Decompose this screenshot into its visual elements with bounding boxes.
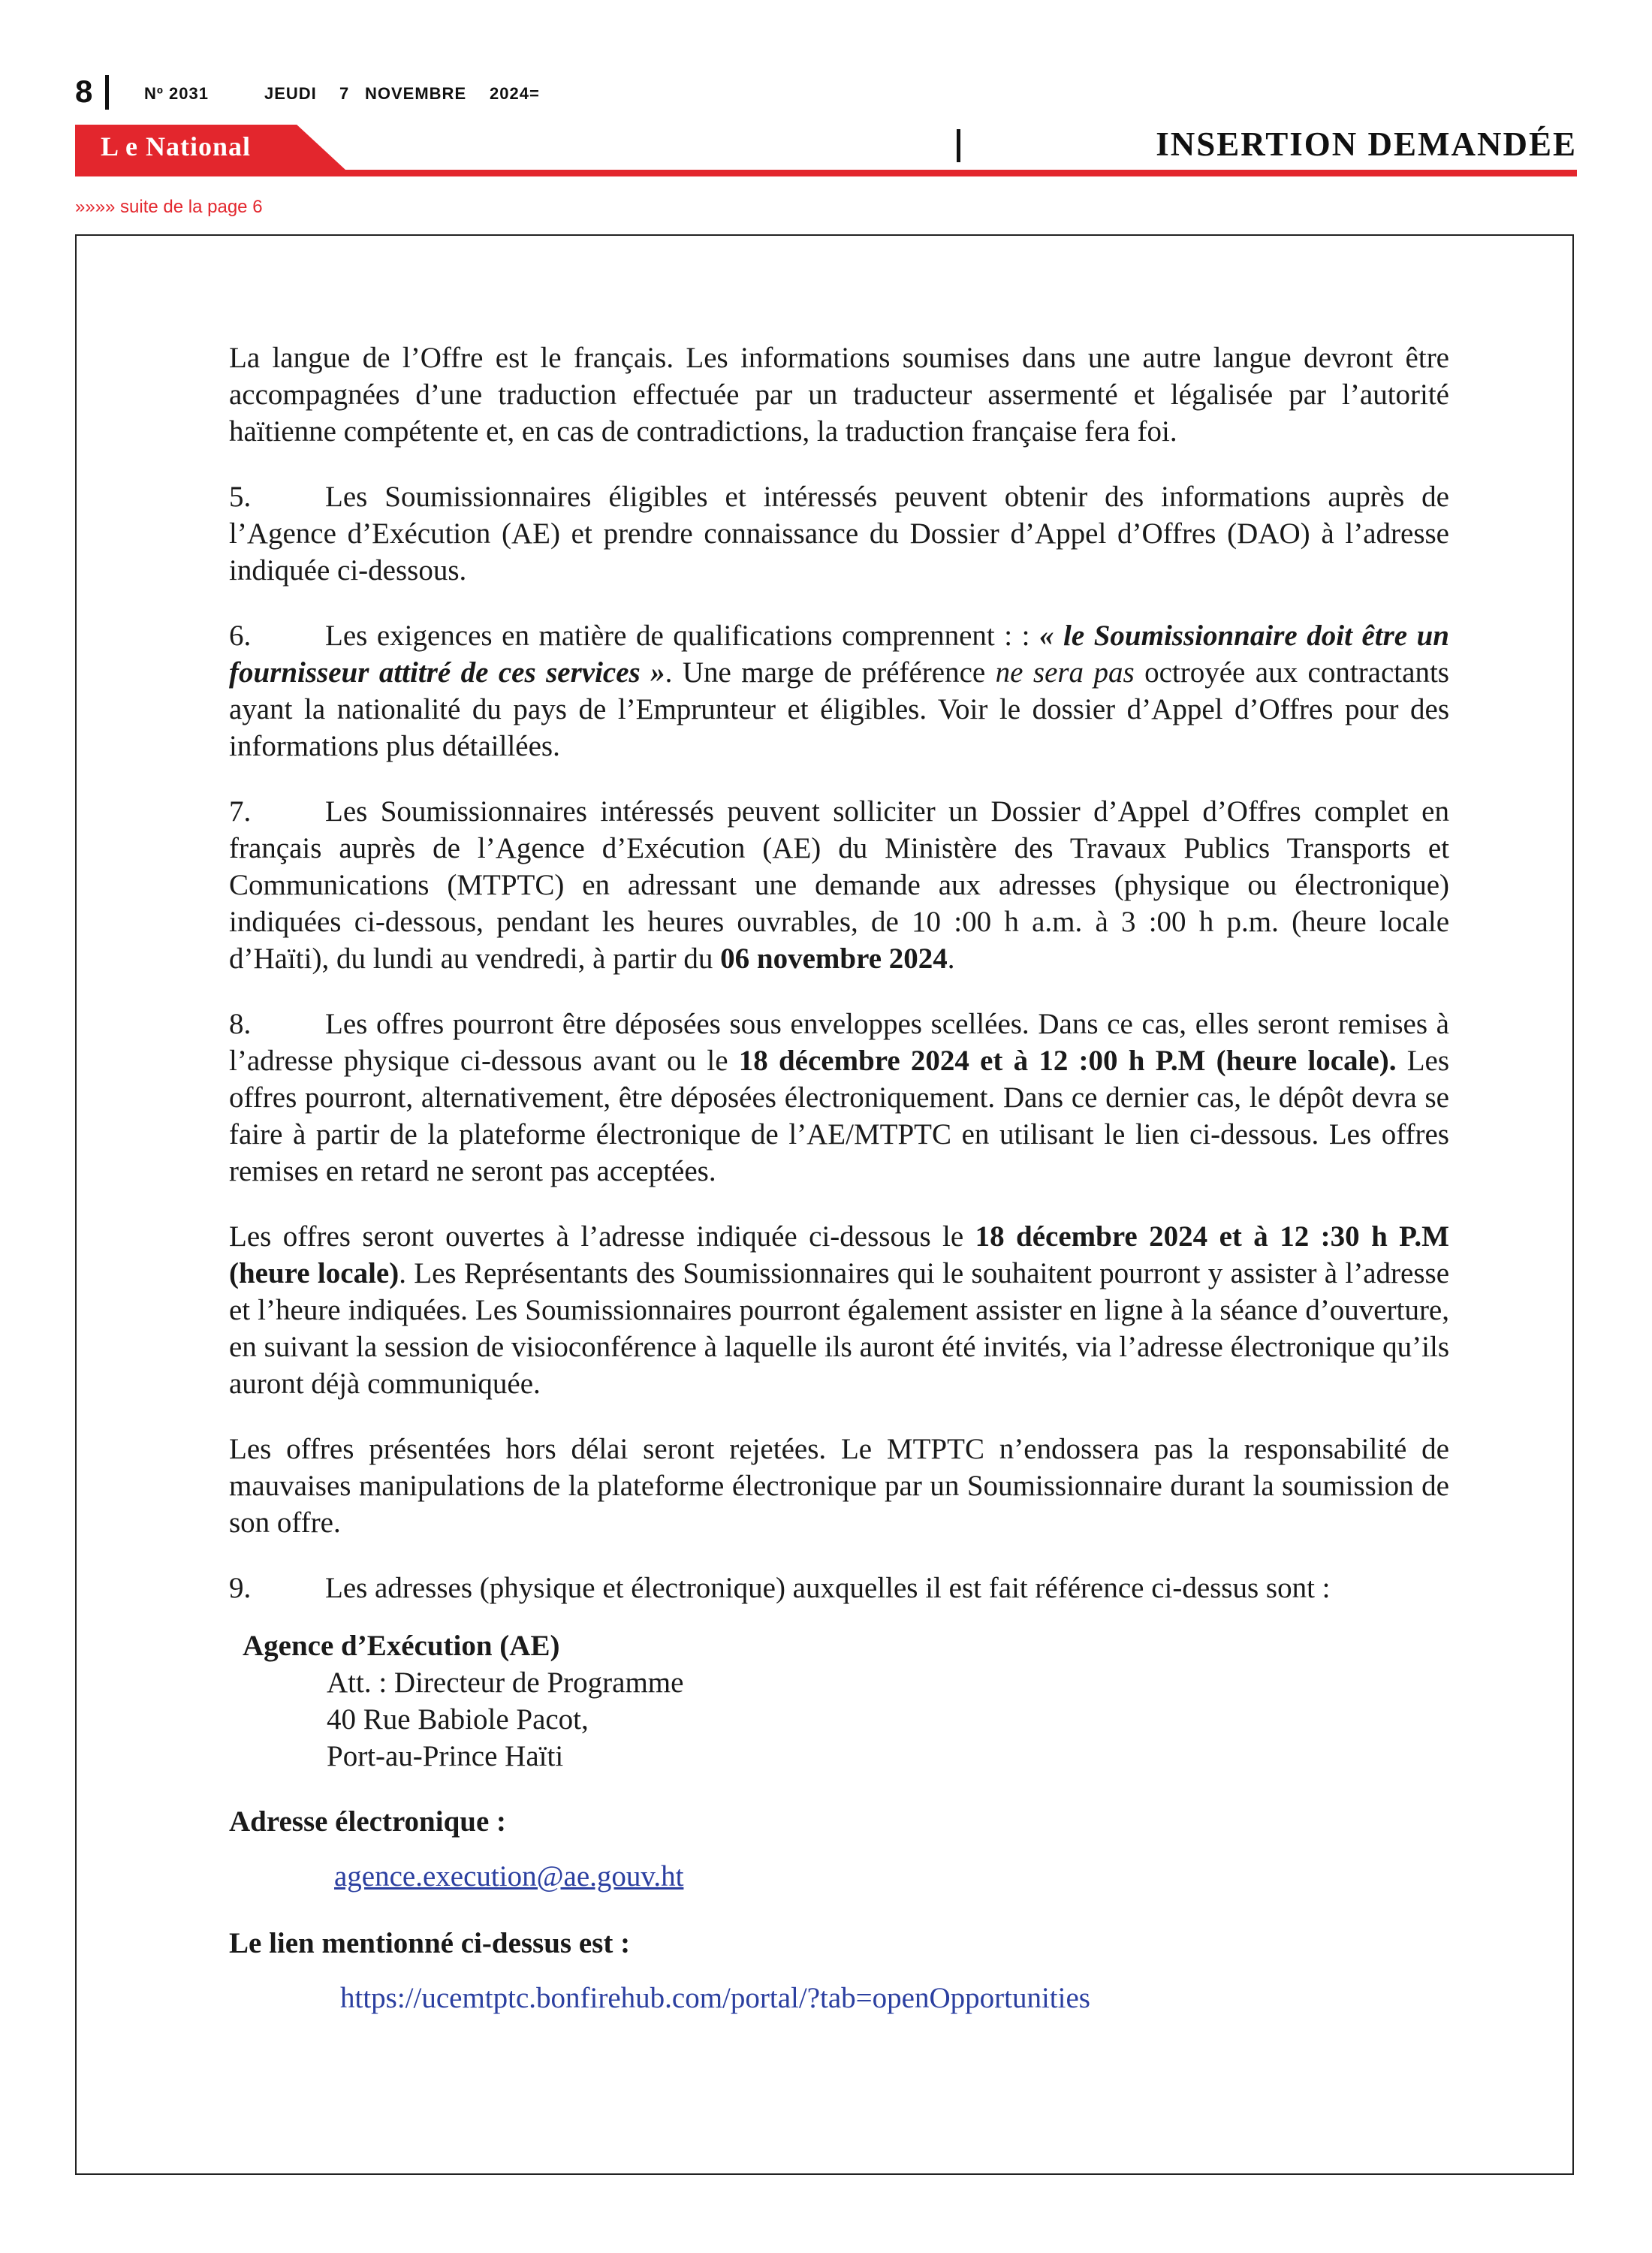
page-number: 8 xyxy=(75,74,93,109)
issue-day: JEUDI xyxy=(264,84,317,103)
paragraph-text: Les offres seront ouvertes à l’adresse indiquée ci-dessous le xyxy=(229,1220,975,1253)
portal-link[interactable]: https://ucemtptc.bonfirehub.com/portal/?tab=openOpportunities xyxy=(340,1982,1090,2014)
paragraph-7 xyxy=(229,793,1449,977)
paragraph-6 xyxy=(229,617,1449,765)
paragraph-language: La langue de l’Offre est le français. Les informations soumises dans une autre langue devront être accompagnées d’une traduction effectuée par un traducteur assermenté et légalisée par l’autorité haïtienne compétente et, en cas de contradictions, la traduction française fera foi. xyxy=(229,342,1449,448)
paragraph-text: Les Soumissionnaires éligibles et intéressés peuvent obtenir des informations auprès de l’Agence d’Exécution (AE) et prendre connaissance du Dossier d’Appel d’Offres (DAO) à l’adresse indiquée ci-dessous. xyxy=(229,481,1449,587)
header-divider xyxy=(105,75,109,110)
page-header xyxy=(75,72,1577,117)
paragraph-8 xyxy=(229,1006,1449,1190)
notice-body xyxy=(229,339,1449,2016)
paragraph-text: Les Soumissionnaires intéressés peuvent solliciter un Dossier d’Appel d’Offres complet en français auprès de l’Agence d’Exécution (AE) du Ministère des Travaux Publics Transports et Communications (MTPTC) en adressant une demande aux adresses (physique ou électronique) indiquées ci-dessous, pendant les heures ouvrables, de 10 :00 h a.m. à 3 :00 h p.m. (heure locale d’Haïti), du lundi au vendredi, à partir du xyxy=(229,795,1449,975)
start-date: 06 novembre 2024 xyxy=(720,943,948,975)
paragraph-text: . Les Représentants des Soumissionnaires qui le souhaitent pourront y assister à l’adresse et l’heure indiquées. Les Soumissionnaires pourront également assister en ligne à la séance d’ouverture, en suivant la session de visioconférence à laquelle ils auront été invités, via l’adresse électronique qu’ils auront déjà communiquée. xyxy=(229,1257,1450,1400)
masthead-divider xyxy=(957,129,960,162)
paragraph-5 xyxy=(229,478,1449,589)
opening-date: 18 décembre 2024 et à 12 :30 h P.M (heure locale) xyxy=(229,1220,1449,1289)
masthead-rule xyxy=(75,170,1577,176)
newspaper-logo: L e National xyxy=(101,131,252,161)
deadline-date: 18 décembre 2024 et à 12 :00 h P.M (heure locale). xyxy=(738,1045,1397,1077)
email-label: Adresse électronique : xyxy=(229,1805,506,1838)
paragraph-text: Les offres pourront être déposées sous enveloppes scellées. Dans ce cas, elles seront remises à l’adresse physique ci-dessous avant ou le xyxy=(229,1008,1449,1077)
agency-name: Agence d’Exécution (AE) xyxy=(243,1630,560,1662)
paragraph-number: 8. xyxy=(229,1008,252,1040)
paragraph-text: Les adresses (physique et électronique) auxquelles il est fait référence ci-dessus sont : xyxy=(325,1572,1331,1604)
email-link[interactable]: agence.execution@ae.gouv.ht xyxy=(334,1860,684,1893)
address-line: Att. : Directeur de Programme xyxy=(327,1666,684,1699)
paragraph-late-offers: Les offres présentées hors délai seront rejetées. Le MTPTC n’endossera pas la responsabilité de mauvaises manipulations de la plateforme électronique par un Soumissionnaire durant la soumission de son offre. xyxy=(229,1433,1449,1539)
continuation-note: »»»» suite de la page 6 xyxy=(75,197,263,217)
paragraph-text: . Une marge de préférence xyxy=(665,656,996,689)
masthead xyxy=(75,125,1577,177)
emphasis-text: ne sera pas xyxy=(995,656,1135,689)
paragraph-text: octroyée aux contractants ayant la nationalité du pays de l’Emprunteur et éligibles. Voir le dossier d’Appel d’Offres pour des informations plus détaillées. xyxy=(229,656,1449,762)
paragraph-text: Les exigences en matière de qualifications comprennent : : xyxy=(325,620,1040,652)
paragraph-text: . xyxy=(947,943,955,975)
paragraph-number: 9. xyxy=(229,1572,252,1604)
qualification-requirement: « le Soumissionnaire doit être un fournisseur attitré de ces services » xyxy=(229,620,1449,689)
paragraph-9 xyxy=(229,1570,1449,1606)
address-line: Port-au-Prince Haïti xyxy=(327,1740,564,1772)
issue-year: 2024= xyxy=(490,84,540,103)
issue-day-number: 7 xyxy=(339,84,350,103)
issue-number: Nº 2031 xyxy=(144,84,209,103)
paragraph-number: 7. xyxy=(229,795,252,828)
paragraph-text: Les offres pourront, alternativement, être déposées électroniquement. Dans ce dernier cas, le dépôt devra se faire à partir de la plateforme électronique de l’AE/MTPTC en utilisant le lien ci-dessous. Les offres remises en retard ne seront pas acceptées. xyxy=(229,1045,1450,1187)
paragraph-number: 5. xyxy=(229,481,252,513)
address-line: 40 Rue Babiole Pacot, xyxy=(327,1703,589,1736)
issue-month: NOVEMBRE xyxy=(365,84,467,103)
paragraph-number: 6. xyxy=(229,620,252,652)
section-title: INSERTION DEMANDÉE xyxy=(1156,125,1577,163)
paragraph-opening xyxy=(229,1218,1449,1402)
link-label: Le lien mentionné ci-dessus est : xyxy=(229,1927,631,1959)
